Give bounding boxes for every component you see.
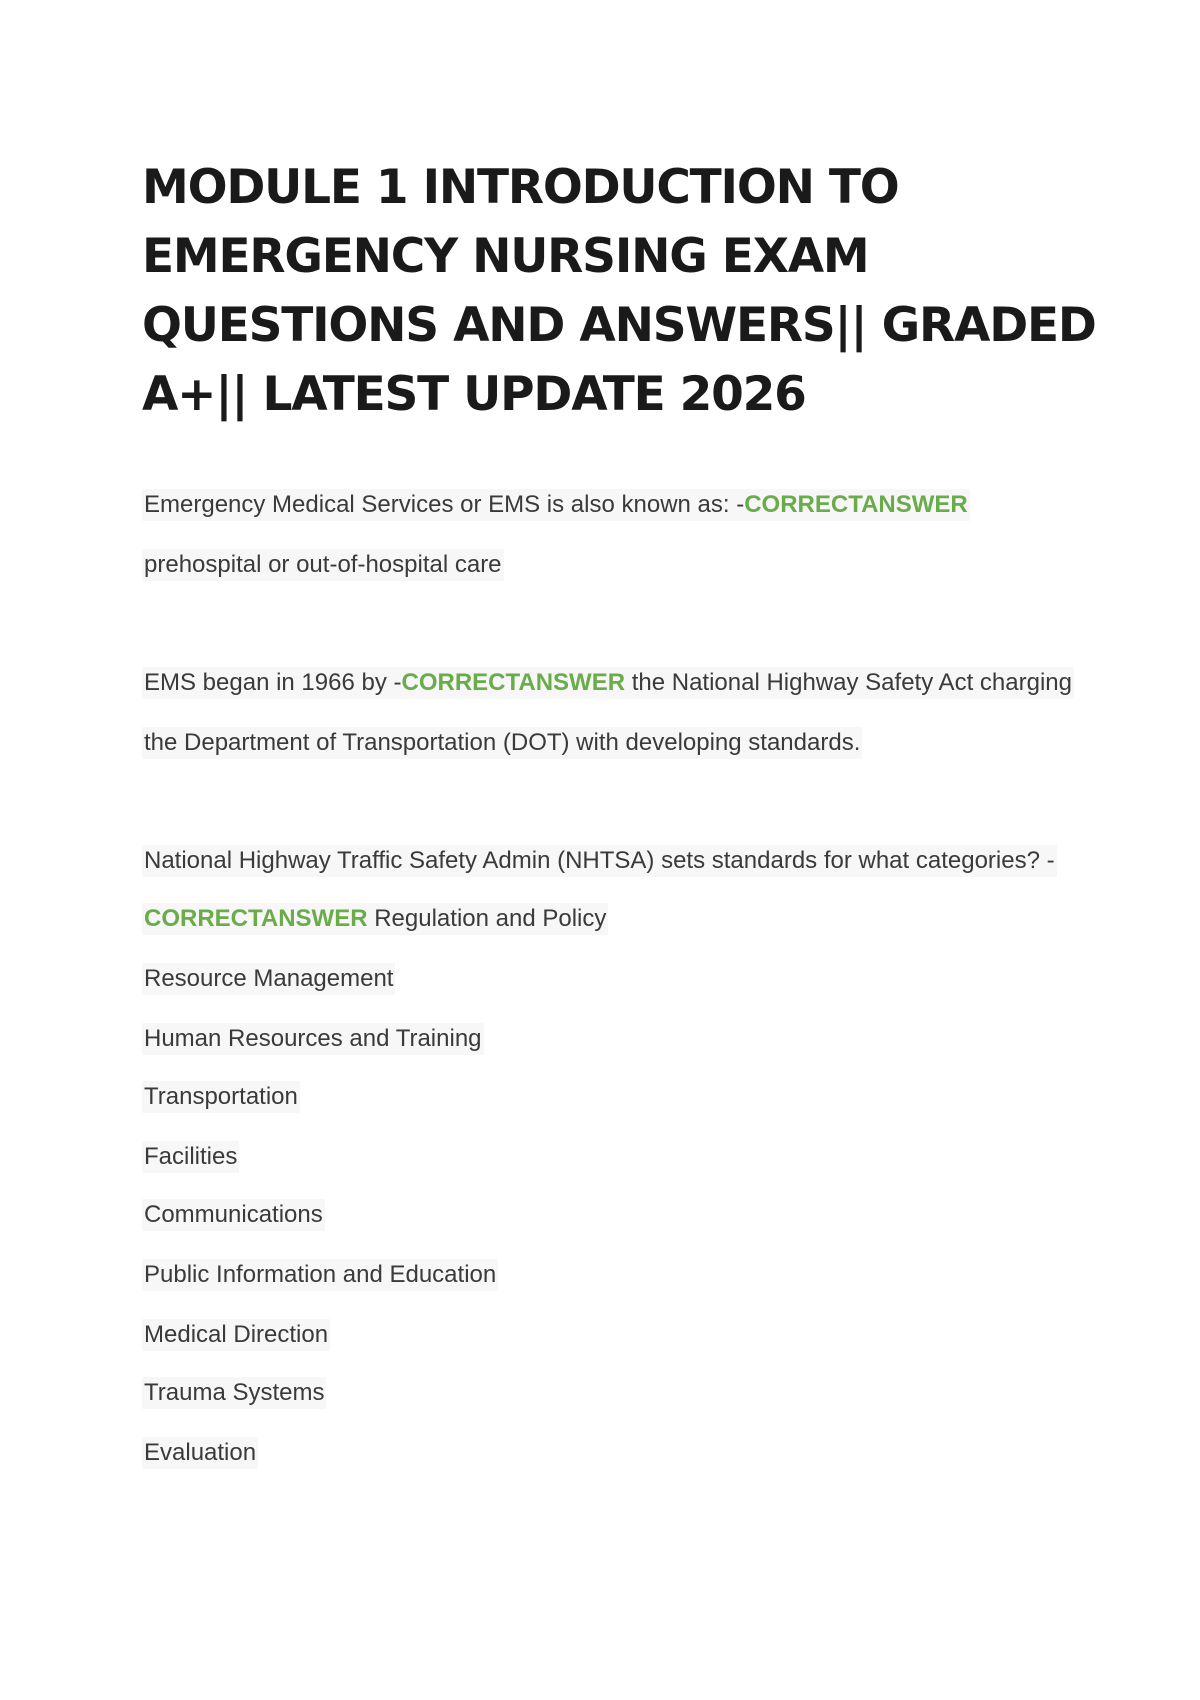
answer-list-item: Medical Direction: [142, 1319, 330, 1351]
answer-2-text: the National Highway Safety Act charging: [625, 669, 1072, 696]
answer-list-item: Public Information and Education: [142, 1259, 498, 1291]
answer-list-item: Trauma Systems: [142, 1377, 326, 1409]
question-3-text: National Highway Traffic Safety Admin (NHTSA) sets standards for what categories? -: [144, 847, 1055, 874]
question-2-text: EMS began in 1966 by -: [144, 669, 402, 696]
answer-list-item: Facilities: [142, 1141, 239, 1173]
correct-answer-marker: CORRECTANSWER: [144, 905, 368, 932]
question-3-line: [142, 845, 1057, 877]
answer-list-item: Human Resources and Training: [142, 1023, 484, 1055]
answer-list-item: Resource Management: [142, 963, 395, 995]
correct-answer-marker: CORRECTANSWER: [401, 669, 626, 696]
answer-3-first: Regulation and Policy: [367, 905, 607, 932]
correct-answer-marker: CORRECTANSWER: [744, 491, 968, 518]
answer-2-continuation: the Department of Transportation (DOT) with developing standards.: [144, 729, 861, 756]
title-line: EMERGENCY NURSING EXAM: [142, 229, 869, 284]
title-line: MODULE 1 INTRODUCTION TO: [142, 160, 899, 215]
question-1-line: [142, 489, 970, 521]
answer-3-line: [142, 903, 608, 935]
question-1-text: Emergency Medical Services or EMS is also known as: -: [144, 491, 745, 518]
title-line: A+|| LATEST UPDATE 2026: [142, 367, 806, 422]
answer-list-item: Transportation: [142, 1081, 300, 1113]
document-title: [142, 153, 1096, 429]
answer-list-item: Evaluation: [142, 1437, 258, 1469]
title-line: QUESTIONS AND ANSWERS|| GRADED: [142, 298, 1096, 353]
answer-2-line: [142, 727, 862, 759]
question-2-line: [142, 667, 1074, 699]
answer-list-item: Communications: [142, 1199, 325, 1231]
answer-1-line: [142, 549, 504, 581]
answer-1-text: prehospital or out-of-hospital care: [144, 551, 502, 578]
